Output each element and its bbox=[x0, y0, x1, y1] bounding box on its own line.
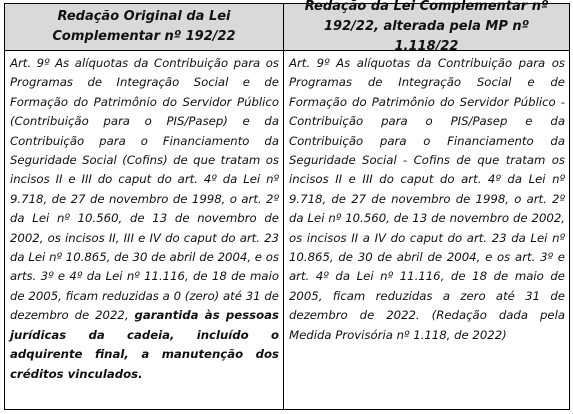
header-original bbox=[5, 4, 284, 51]
comparison-table bbox=[4, 0, 570, 410]
header-amended bbox=[284, 0, 569, 54]
header-original-text: Redação Original da Lei Complementar nº 192/22 bbox=[52, 9, 236, 44]
amended-article-text: Art. 9º As alíquotas da Contribuição para os Programas de Integração Social e de Formação do Patrimônio do Servidor Público - Contribuição para o PIS/Pasep e da Contribuição para o Financiamento da Seguridade Social - Cofins de que tratam os incisos II e III do caput do art. 4º da Lei nº 9.718, de 27 de novembro de 1998, o art. 2º da Lei nº 10.560, de 13 de novembro de 2002, os incisos II a IV do caput do art. 23 da Lei nº 10.865, de 30 de abril de 2004, e os art. 3º e art. 4º da Lei nº 11.116, de 18 de maio de 2005, ficam reduzidas a zero até 31 de dezembro de 2022. (Redação dada pela Medida Provisória nº 1.118, de 2022) bbox=[289, 56, 565, 342]
amended-text-cell bbox=[284, 51, 569, 409]
original-article-text: Art. 9º As alíquotas da Contribuição para os Programas de Integração Social e de Formação do Patrimônio do Servidor Público (Contribuição para o PIS/Pasep) e da Contribuição para o Financiamento da Seguridade Social (Cofins) de que tratam os incisos II e III do caput do art. 4º da Lei nº 9.718, de 27 de novembro de 1998, o art. 2º da Lei nº 10.560, de 13 de novembro de 2002, os incisos II, III e IV do caput do art. 23 da Lei nº 10.865, de 30 de abril de 2004, e os arts. 3º e 4º da Lei nº 11.116, de 18 de maio de 2005, ficam reduzidas a 0 (zero) até 31 de dezembro de 2022, bbox=[10, 56, 279, 323]
header-amended-text: Redação da Lei Complementar nº 192/22, alterada pela MP nº 1.118/22 bbox=[304, 0, 549, 54]
original-article-bold-text: garantida às pessoas jurídicas da cadeia, incluído o adquirente final, a manutenção dos créditos vinculados. bbox=[10, 308, 279, 381]
original-text-cell bbox=[5, 51, 284, 409]
